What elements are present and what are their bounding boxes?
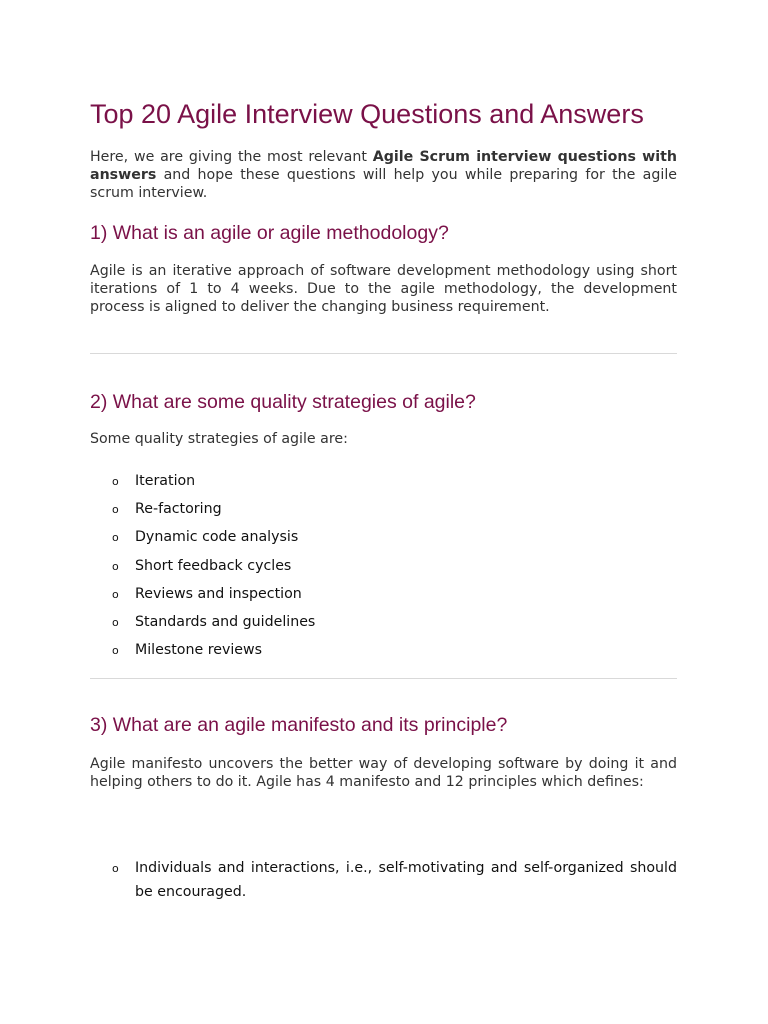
intro-text-bold: Agile Scrum interview questions with answers [90, 149, 677, 184]
intro-text-after: and hope these questions will help you while preparing for the agile scrum interview. [90, 167, 677, 202]
bullet-marker: o [112, 531, 119, 545]
section-1-heading: 1) What is an agile or agile methodology? [90, 222, 449, 244]
list-item-text: Re-factoring [135, 501, 222, 518]
quality-strategies-list [90, 472, 677, 669]
bullet-marker: o [112, 862, 119, 875]
manifesto-list [90, 856, 677, 904]
list-item [90, 585, 677, 613]
list-item-text: Short feedback cycles [135, 557, 292, 574]
page-title: Top 20 Agile Interview Questions and Answers [90, 99, 644, 129]
bullet-marker: o [112, 587, 119, 601]
list-item-text: Standards and guidelines [135, 613, 316, 630]
list-item [90, 856, 677, 904]
section-2-body: Some quality strategies of agile are: [90, 431, 348, 447]
list-item [90, 641, 677, 669]
bullet-marker: o [112, 475, 119, 488]
section-1-body: Agile is an iterative approach of software development methodology using short iterations of 1 to 4 weeks. Due to the agile methodology, the development process is aligned to deliver the changing business requirement. [90, 263, 677, 316]
section-3-heading: 3) What are an agile manifesto and its principle? [90, 714, 508, 736]
section-2-heading: 2) What are some quality strategies of agile? [90, 391, 476, 413]
list-item-text: Milestone reviews [135, 642, 263, 659]
list-item-text: Dynamic code analysis [135, 529, 299, 546]
list-item [90, 557, 677, 585]
list-item [90, 613, 677, 641]
list-item [90, 500, 677, 528]
list-item-text: Individuals and interactions, i.e., self-motivating and self-organized should be encouraged. [135, 860, 677, 900]
section-divider-2 [90, 678, 677, 679]
section-divider-1 [90, 353, 677, 354]
list-item [90, 528, 677, 556]
intro-text-before: Here, we are giving the most relevant [90, 149, 373, 165]
bullet-marker: o [112, 559, 119, 573]
intro-paragraph [90, 148, 677, 203]
section-3-body: Agile manifesto uncovers the better way of developing software by doing it and helping others to do it. Agile has 4 manifesto and 12 principles which defines: [90, 756, 677, 791]
list-item-text: Iteration [135, 473, 196, 489]
bullet-marker: o [112, 644, 119, 658]
list-item-text: Reviews and inspection [135, 585, 302, 602]
list-item [90, 472, 677, 500]
bullet-marker: o [112, 615, 119, 629]
bullet-marker: o [112, 503, 119, 517]
